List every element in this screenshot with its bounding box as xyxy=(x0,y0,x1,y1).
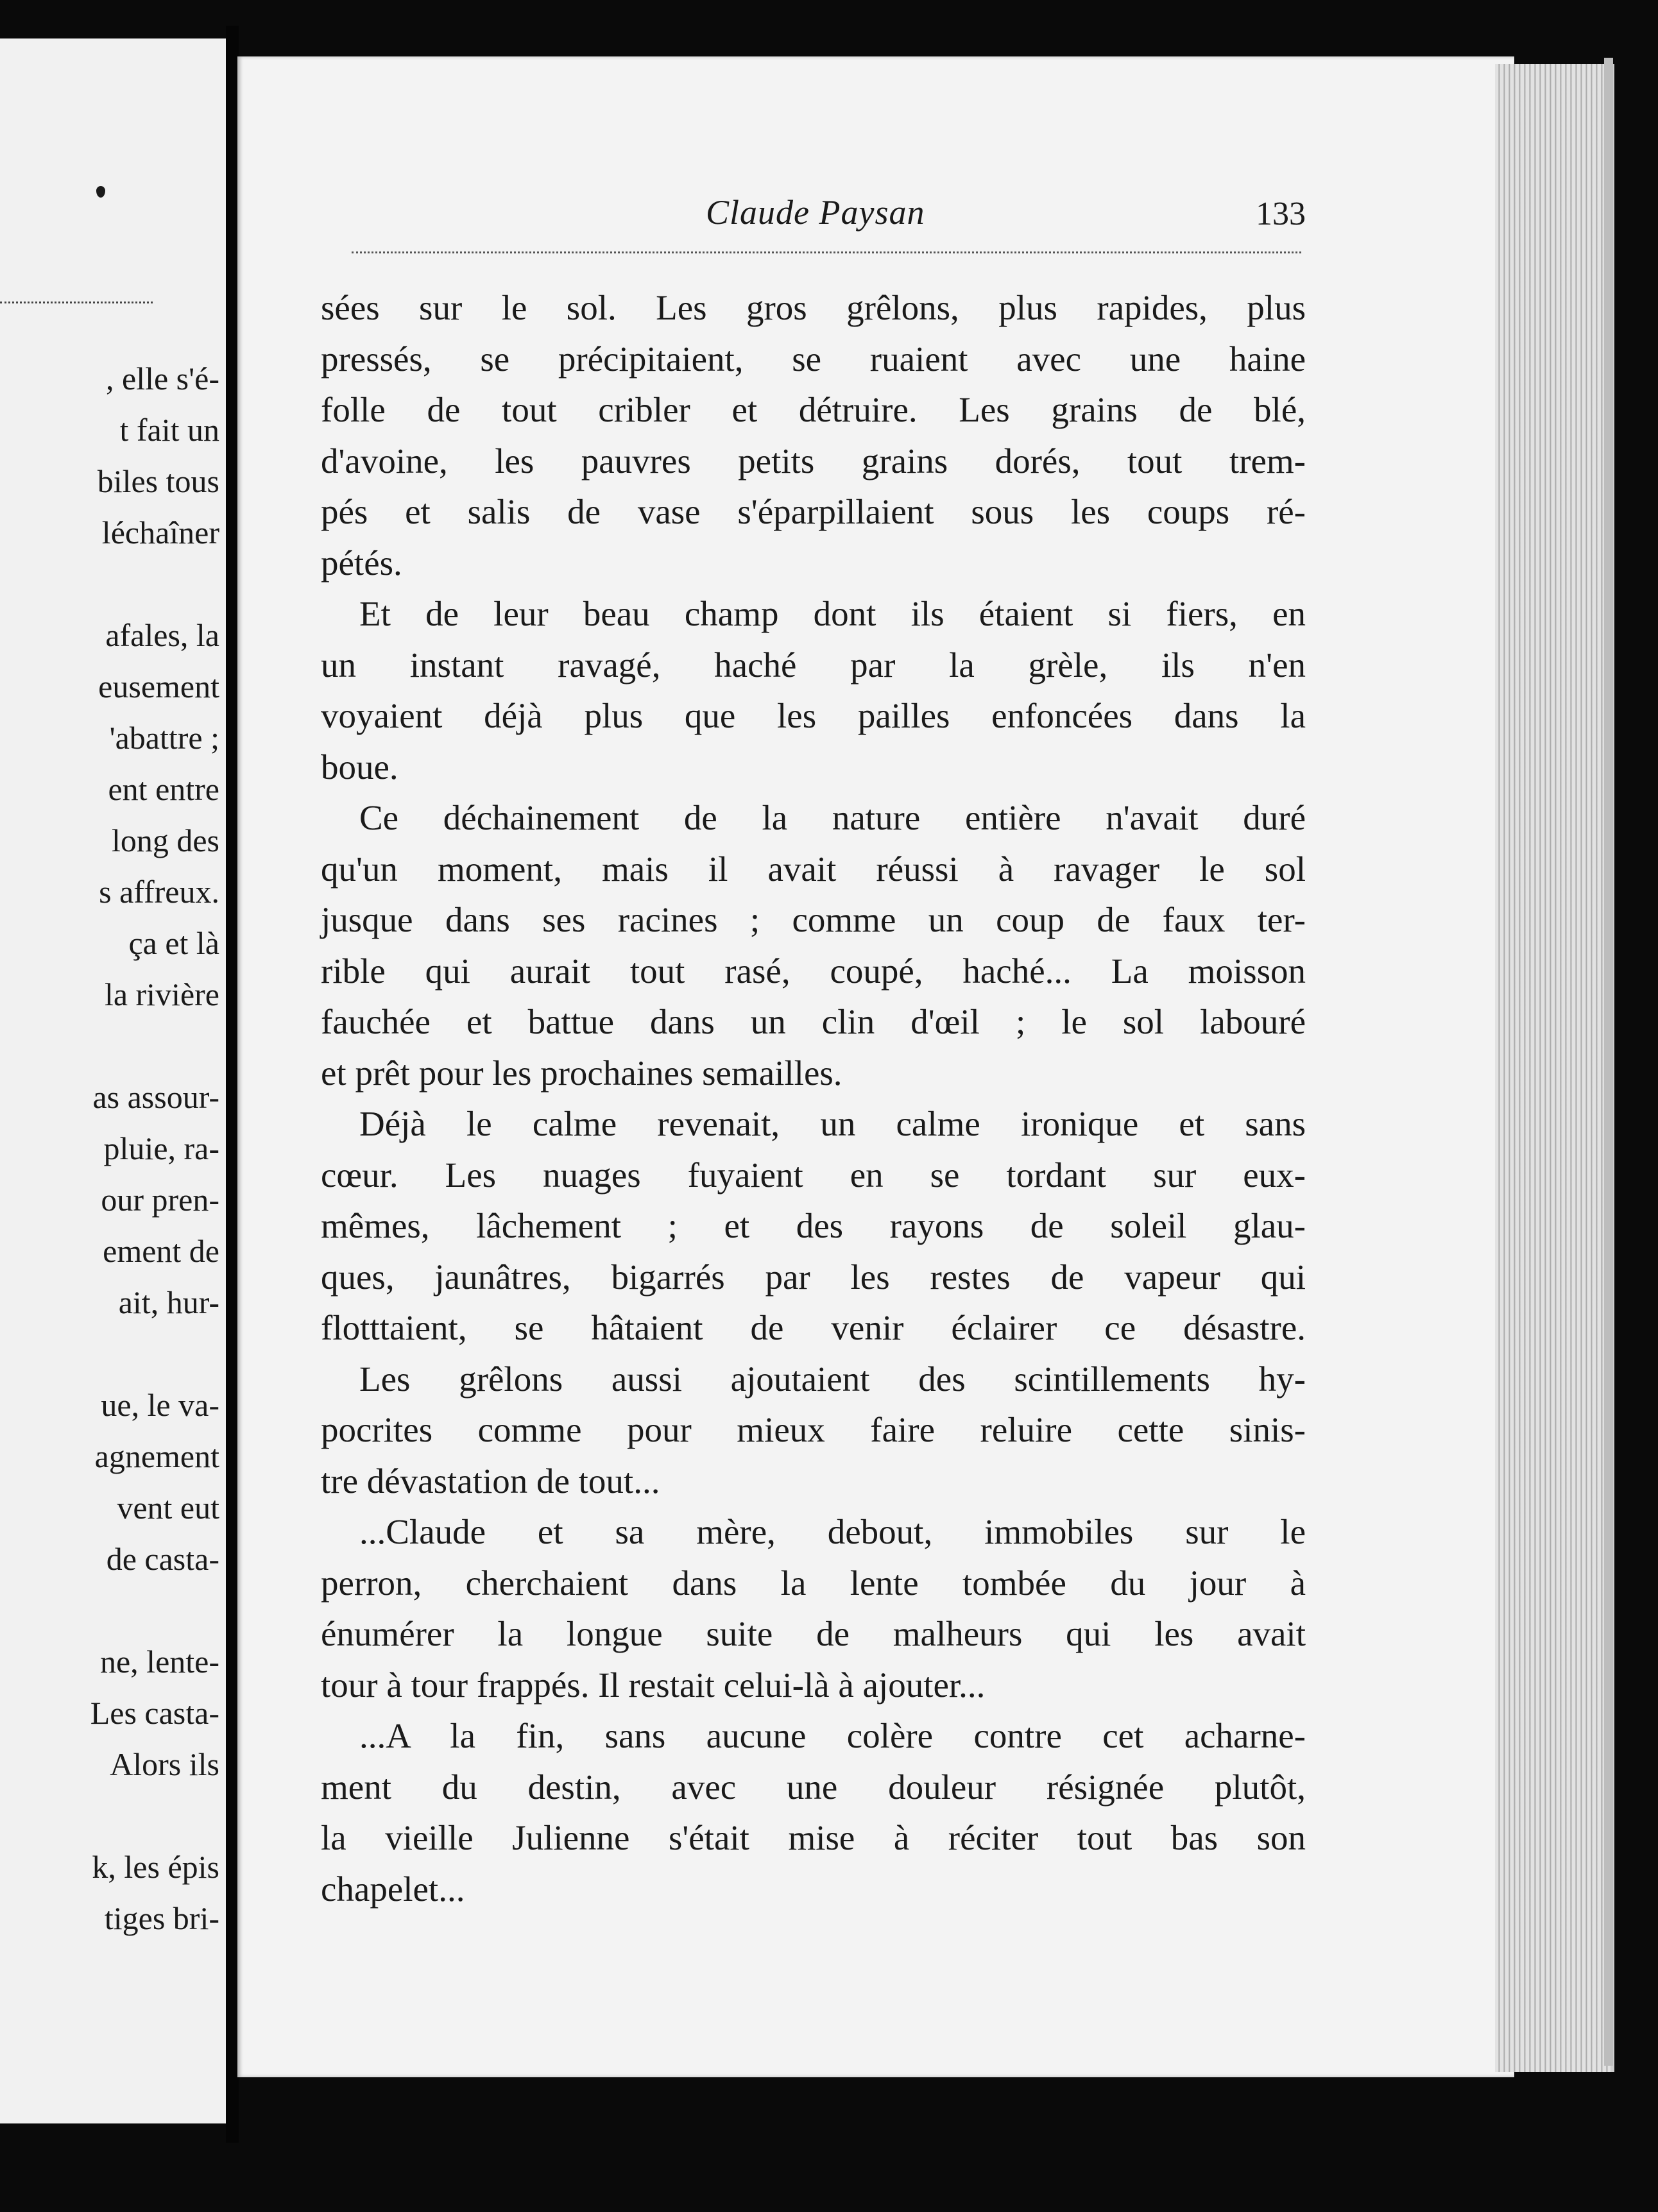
text-line: chapelet... xyxy=(321,1869,465,1909)
body-text xyxy=(321,282,1306,1914)
text-line: fauchée et battue dans un clin d'œil ; le sol labouré xyxy=(321,1002,1306,1041)
left-page-line: t fait un xyxy=(119,412,219,448)
header-rule xyxy=(352,251,1301,253)
left-page-line: ement de xyxy=(103,1233,219,1269)
left-page-line xyxy=(0,1790,226,1841)
text-line: Les grêlons aussi ajoutaient des scintillements hy- xyxy=(359,1359,1306,1399)
left-page-line: as assour- xyxy=(92,1079,219,1115)
text-line: pressés, se précipitaient, se ruaient avec une haine xyxy=(321,339,1306,379)
left-page-text xyxy=(0,353,226,1944)
left-page-line: Les casta- xyxy=(90,1695,219,1731)
left-header-rule xyxy=(0,302,153,303)
left-page-line: léchaîner xyxy=(101,515,219,550)
text-line: énumérer la longue suite de malheurs qui les avait xyxy=(321,1614,1306,1653)
text-line: ...A la fin, sans aucune colère contre cet acharne- xyxy=(359,1716,1306,1755)
left-page-line: tiges bri- xyxy=(104,1900,219,1936)
page-edges xyxy=(1495,64,1614,2072)
text-line: un instant ravagé, haché par la grèle, ils n'en xyxy=(321,645,1306,685)
left-page-line: , elle s'é- xyxy=(106,361,219,396)
text-line: cœur. Les nuages fuyaient en se tordant sur eux- xyxy=(321,1155,1306,1195)
page-header xyxy=(359,192,1306,244)
text-line: ques, jaunâtres, bigarrés par les restes de vapeur qui xyxy=(321,1257,1306,1297)
text-line: et prêt pour les prochaines semailles. xyxy=(321,1053,842,1093)
left-page-line: biles tous xyxy=(97,463,219,499)
left-page-line: s affreux. xyxy=(99,874,219,910)
book-gutter xyxy=(226,26,239,2143)
text-line: boue. xyxy=(321,747,398,787)
left-page-line xyxy=(0,1328,226,1379)
left-page-line xyxy=(0,1585,226,1636)
text-line: pétés. xyxy=(321,543,402,583)
text-line: pocrites comme pour mieux faire reluire cette sinis- xyxy=(321,1410,1306,1449)
text-line: tre dévastation de tout... xyxy=(321,1461,660,1501)
text-line: flotttaient, se hâtaient de venir éclairer ce désastre. xyxy=(321,1308,1306,1347)
text-line: Et de leur beau champ dont ils étaient si fiers, en xyxy=(359,594,1306,633)
left-page-line xyxy=(0,558,226,609)
left-page xyxy=(0,38,226,2123)
text-line: ...Claude et sa mère, debout, immobiles sur le xyxy=(359,1512,1306,1551)
text-line: rible qui aurait tout rasé, coupé, haché... La moisson xyxy=(321,951,1306,991)
left-page-line: long des xyxy=(111,822,219,858)
text-line: la vieille Julienne s'était mise à réciter tout bas son xyxy=(321,1818,1306,1857)
text-line: d'avoine, les pauvres petits grains dorés, tout trem- xyxy=(321,441,1306,481)
left-page-line: ait, hur- xyxy=(118,1284,219,1320)
text-line: Ce déchainement de la nature entière n'avait duré xyxy=(359,798,1306,837)
text-line: Déjà le calme revenait, un calme ironique et sans xyxy=(359,1104,1306,1143)
left-page-line: de casta- xyxy=(106,1541,219,1577)
left-page-line: ue, le va- xyxy=(101,1387,219,1423)
left-page-line xyxy=(0,1020,226,1071)
left-page-line: ent entre xyxy=(108,771,219,807)
book-edge xyxy=(1604,58,1613,2066)
text-line: perron, cherchaient dans la lente tombée du jour à xyxy=(321,1563,1306,1603)
text-line: tour à tour frappés. Il restait celui-là à ajouter... xyxy=(321,1665,986,1705)
page-number: 133 xyxy=(1256,196,1306,232)
left-page-line: agnement xyxy=(94,1438,219,1474)
text-line: ment du destin, avec une douleur résignée plutôt, xyxy=(321,1767,1306,1807)
text-line: sées sur le sol. Les gros grêlons, plus rapides, plus xyxy=(321,288,1306,327)
left-page-line: pluie, ra- xyxy=(103,1130,219,1166)
left-page-line: ça et là xyxy=(128,925,219,961)
running-title: Claude Paysan xyxy=(706,193,925,232)
text-line: pés et salis de vase s'éparpillaient sous les coups ré- xyxy=(321,492,1306,531)
left-page-line: 'abattre ; xyxy=(109,720,219,756)
left-page-line: ne, lente- xyxy=(99,1644,219,1680)
text-line: folle de tout cribler et détruire. Les grains de blé, xyxy=(321,390,1306,429)
text-line: mêmes, lâchement ; et des rayons de soleil glau- xyxy=(321,1206,1306,1245)
left-page-line: eusement xyxy=(98,668,219,704)
text-line: jusque dans ses racines ; comme un coup de faux ter- xyxy=(321,900,1306,939)
left-page-line: afales, la xyxy=(105,617,219,653)
ink-mark xyxy=(96,186,105,198)
text-line: voyaient déjà plus que les pailles enfoncées dans la xyxy=(321,696,1306,735)
left-page-line: k, les épis xyxy=(92,1849,219,1885)
left-page-line: la rivière xyxy=(104,976,219,1012)
left-page-line: Alors ils xyxy=(110,1746,219,1782)
left-page-line: our pren- xyxy=(101,1182,219,1218)
text-line: qu'un moment, mais il avait réussi à ravager le sol xyxy=(321,849,1306,889)
left-page-line: vent eut xyxy=(117,1490,219,1526)
